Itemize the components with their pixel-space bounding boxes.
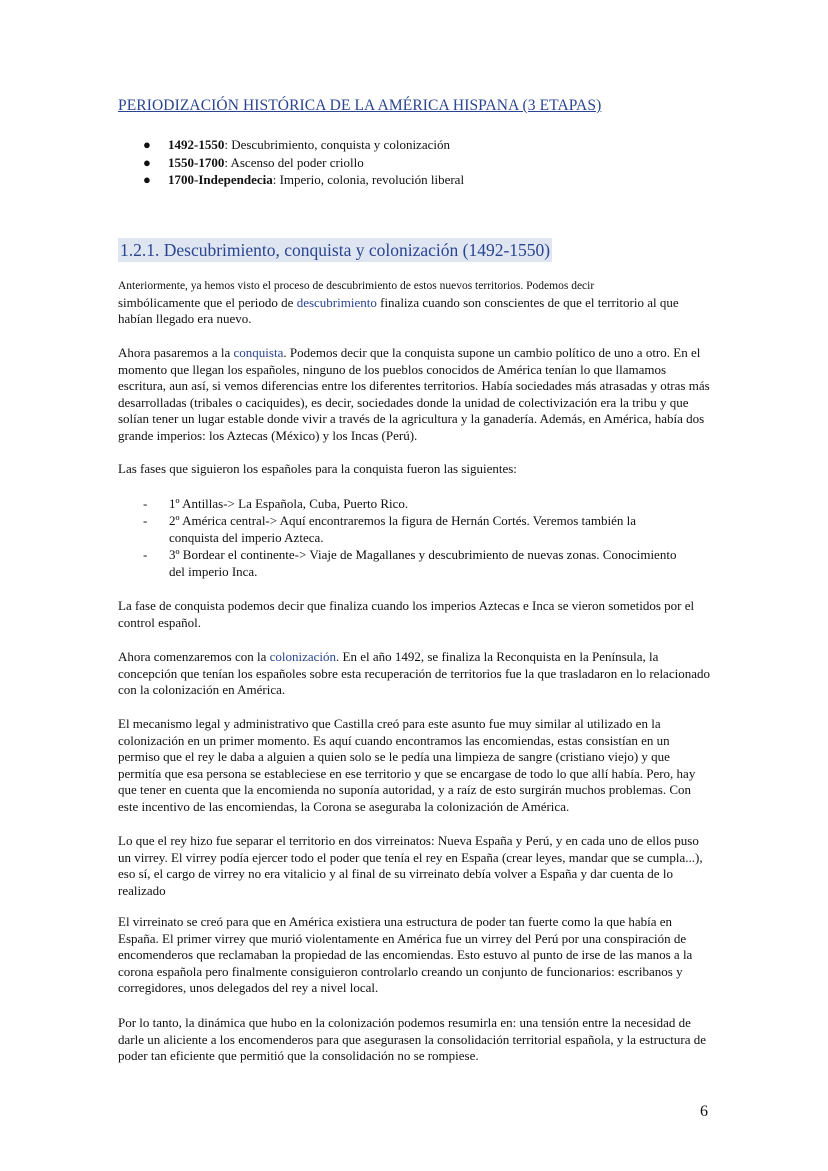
paragraph-first-line: Anteriormente, ya hemos visto el proceso de descubrimiento de estos nuevos territorios. Podemos decir [118, 280, 595, 292]
text-run: Ahora comenzaremos con la [118, 649, 270, 664]
bullet-icon: ● [143, 137, 151, 152]
paragraph-phases-intro: Las fases que siguieron los españoles para la conquista fueron las siguientes: [118, 461, 517, 476]
paragraph-colonization [118, 649, 710, 699]
text-run: Ahora pasaremos a la [118, 345, 234, 360]
dash-icon: - [143, 496, 148, 511]
keyword-link[interactable]: conquista [233, 345, 284, 360]
phases-list [118, 495, 678, 580]
page-number: 6 [700, 1103, 708, 1120]
periods-list [118, 136, 464, 189]
keyword-link[interactable]: descubrimiento [296, 294, 377, 310]
phase-item [118, 495, 678, 512]
period-description: : Ascenso del poder criollo [224, 154, 364, 170]
phase-item [118, 512, 678, 546]
phase-text: 1º Antillas-> La Española, Cuba, Puerto Rico. [169, 496, 409, 511]
period-item [118, 136, 464, 154]
period-years: 1700-Independecia [168, 172, 273, 187]
paragraph-summary: Por lo tanto, la dinámica que hubo en la colonización podemos resumirla en: una tensión entre la necesidad de darle un aliciente a los encomenderos para que asegurasen la consolidación territorial española, y la estructura de poder tan eficiente que permitió que la consolidación no se rompiese. [118, 1015, 707, 1063]
paragraph-discovery [118, 278, 710, 328]
paragraph-conquest-end: La fase de conquista podemos decir que finaliza cuando los imperios Aztecas e Inca se vieron sometidos por el control español. [118, 598, 695, 630]
section-heading: 1.2.1. Descubrimiento, conquista y colonización (1492-1550) [120, 240, 551, 260]
text-run: finaliza cuando son conscientes de que el territorio al que habían llegado era nuevo. [118, 294, 679, 326]
paragraph-virreinato-power: El virreinato se creó para que en América existiera una estructura de poder tan fuerte como la que había en España. El primer virrey que murió violentamente en América fue un virrey del Perú por una conspiración de encomenderos que reclamaban la propiedad de las encomiendas. Esto estuvo al punto de irse de las manos a la corona española pero finalmente consiguieron controlarlo creando un conjunto de funcionarios: escribanos y corregidores, unos delegados del rey a nivel local. [118, 914, 693, 995]
period-description: : Descubrimiento, conquista y colonización [224, 137, 450, 152]
period-item [118, 171, 464, 189]
paragraph-encomiendas: El mecanismo legal y administrativo que Castilla creó para este asunto fue muy similar al utilizado en la colonización en un primer momento. Es aquí cuando encontramos las encomiendas, estas consistían en un permiso que el rey le daba a alguien a quien solo se le pedía una limpieza de sangre (cristiano viejo) y que permitía que esa persona se estableciese en ese territorio y que se encargase de todo lo que allí había. Pero, hay que tener en cuenta que la encomienda no suponía autoridad, y a raíz de esto surgirán muchos problemas. Con este incentivo de las encomiendas, la Corona se aseguraba la colonización de América. [118, 716, 696, 814]
period-description: : Imperio, colonia, revolución liberal [272, 172, 465, 187]
text-run: simbólicamente que el periodo de [118, 294, 297, 310]
period-item [118, 154, 464, 172]
text-run: . En el año 1492, se finaliza la Reconquista en la Península, la concepción que tenían los españoles sobre esta recuperación de territorios fue la que trasladaron en lo relacionado con la colonización en América. [118, 649, 710, 697]
bullet-icon: ● [143, 154, 151, 170]
period-years: 1492-1550 [168, 137, 225, 152]
period-years: 1550-1700 [168, 154, 225, 170]
dash-icon: - [143, 513, 148, 528]
dash-icon: - [143, 547, 148, 562]
phase-item [118, 546, 678, 580]
keyword-link[interactable]: colonización [269, 649, 337, 664]
bullet-icon: ● [143, 172, 151, 187]
paragraph-conquest [118, 345, 710, 444]
text-run: . Podemos decir que la conquista supone un cambio político de uno a otro. En el momento que llegan los españoles, ninguno de los pueblos conocidos de América tenían lo que llamamos escritura, aun así, si vemos diferencias entre los diferentes territorios. Había sociedades más atrasadas y otras más desarrolladas (tribales o caciquides), es decir, sociedades donde la unidad de colectivización era la tribu y que solían tener un lugar estable donde vivir a través de la agricultura y la ganadería. Además, en América, había dos grande imperios: los Aztecas (México) y los Incas (Perú). [118, 345, 710, 443]
phase-text: 3º Bordear el continente-> Viaje de Magallanes y descubrimiento de nuevas zonas. Conocimiento del imperio Inca. [169, 547, 677, 579]
paragraph-virreinatos: Lo que el rey hizo fue separar el territorio en dos virreinatos: Nueva España y Perú, y en cada uno de ellos puso un virrey. El virrey podía ejercer todo el poder que tenía el rey en España (crear leyes, mandar que se cumpla...), eso sí, el cargo de virrey no era vitalicio y al final de su virreinato debía volver a España y dar cuenta de lo realizado [118, 833, 703, 898]
document-title: PERIODIZACIÓN HISTÓRICA DE LA AMÉRICA HISPANA (3 ETAPAS) [118, 97, 602, 114]
phase-text: 2º América central-> Aquí encontraremos la figura de Hernán Cortés. Veremos también la conquista del imperio Azteca. [169, 513, 637, 545]
